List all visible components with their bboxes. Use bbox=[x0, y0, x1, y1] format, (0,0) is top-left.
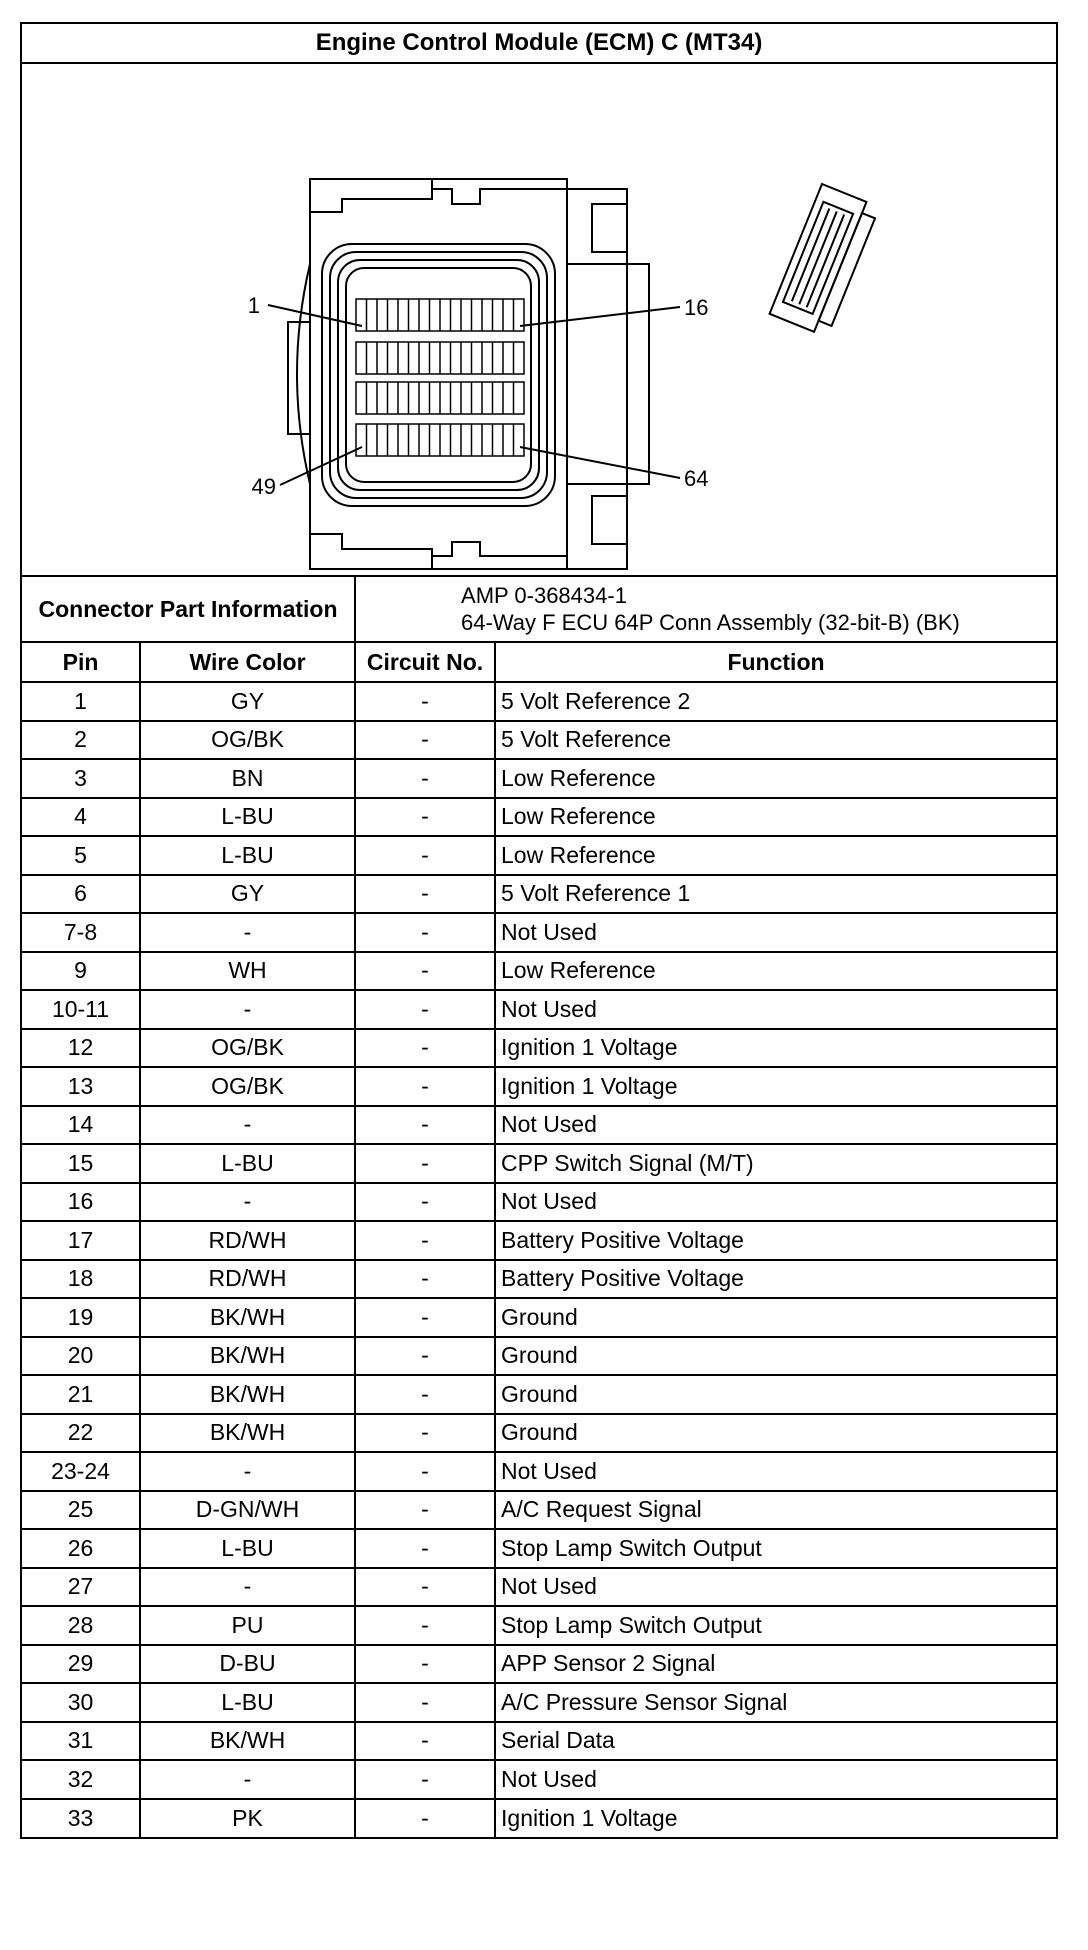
callout-label-64: 64 bbox=[684, 466, 709, 491]
circuit-cell: - bbox=[355, 1529, 495, 1568]
function-cell: Low Reference bbox=[495, 798, 1056, 837]
wire-color-cell: - bbox=[140, 990, 355, 1029]
wire-color-cell: L-BU bbox=[140, 798, 355, 837]
circuit-cell: - bbox=[355, 682, 495, 721]
circuit-cell: - bbox=[355, 1260, 495, 1299]
table-row bbox=[22, 1491, 1056, 1530]
circuit-cell: - bbox=[355, 1799, 495, 1838]
function-cell: Not Used bbox=[495, 1568, 1056, 1607]
callout-line-16 bbox=[520, 307, 680, 326]
pin-cell: 4 bbox=[22, 798, 140, 837]
table-row bbox=[22, 1722, 1056, 1761]
wire-color-cell: - bbox=[140, 1568, 355, 1607]
table-row bbox=[22, 952, 1056, 991]
function-cell: APP Sensor 2 Signal bbox=[495, 1645, 1056, 1684]
wire-color-cell: L-BU bbox=[140, 1529, 355, 1568]
callout-line-64 bbox=[520, 447, 680, 478]
table-row bbox=[22, 1029, 1056, 1068]
circuit-cell: - bbox=[355, 1067, 495, 1106]
table-row bbox=[22, 1375, 1056, 1414]
table-row bbox=[22, 990, 1056, 1029]
pin-cell: 33 bbox=[22, 1799, 140, 1838]
table-row bbox=[22, 1683, 1056, 1722]
wire-color-cell: - bbox=[140, 1106, 355, 1145]
table-row bbox=[22, 1221, 1056, 1260]
circuit-cell: - bbox=[355, 1568, 495, 1607]
pin-cell: 13 bbox=[22, 1067, 140, 1106]
function-cell: Not Used bbox=[495, 990, 1056, 1029]
connector-end-view-sheet bbox=[20, 22, 1058, 1839]
wire-color-cell: OG/BK bbox=[140, 721, 355, 760]
part-info-row bbox=[22, 577, 1056, 642]
part-info-label: Connector Part Information bbox=[22, 577, 355, 642]
wire-color-cell: RD/WH bbox=[140, 1221, 355, 1260]
circuit-cell: - bbox=[355, 1760, 495, 1799]
function-cell: Low Reference bbox=[495, 952, 1056, 991]
circuit-cell: - bbox=[355, 1606, 495, 1645]
circuit-cell: - bbox=[355, 1375, 495, 1414]
wire-color-cell: BK/WH bbox=[140, 1375, 355, 1414]
wire-color-cell: L-BU bbox=[140, 836, 355, 875]
table-row bbox=[22, 1183, 1056, 1222]
pin-cell: 30 bbox=[22, 1683, 140, 1722]
table-row bbox=[22, 1529, 1056, 1568]
circuit-cell: - bbox=[355, 1337, 495, 1376]
function-cell: Battery Positive Voltage bbox=[495, 1260, 1056, 1299]
function-cell: Not Used bbox=[495, 1183, 1056, 1222]
pin-cell: 28 bbox=[22, 1606, 140, 1645]
wire-color-cell: L-BU bbox=[140, 1683, 355, 1722]
pin-cell: 26 bbox=[22, 1529, 140, 1568]
table-row bbox=[22, 1414, 1056, 1453]
wire-color-cell: BK/WH bbox=[140, 1414, 355, 1453]
table-row bbox=[22, 1606, 1056, 1645]
table-row bbox=[22, 682, 1056, 721]
circuit-cell: - bbox=[355, 1414, 495, 1453]
table-row bbox=[22, 798, 1056, 837]
function-cell: CPP Switch Signal (M/T) bbox=[495, 1144, 1056, 1183]
function-cell: 5 Volt Reference bbox=[495, 721, 1056, 760]
header-wire-color: Wire Color bbox=[140, 642, 355, 682]
header-pin: Pin bbox=[22, 642, 140, 682]
function-cell: A/C Pressure Sensor Signal bbox=[495, 1683, 1056, 1722]
circuit-cell: - bbox=[355, 913, 495, 952]
circuit-cell: - bbox=[355, 1722, 495, 1761]
connector-figure bbox=[22, 64, 1056, 577]
connector-thumbnail bbox=[770, 184, 880, 337]
circuit-cell: - bbox=[355, 875, 495, 914]
function-cell: Not Used bbox=[495, 1452, 1056, 1491]
wire-color-cell: PK bbox=[140, 1799, 355, 1838]
function-cell: Ground bbox=[495, 1298, 1056, 1337]
page-title: Engine Control Module (ECM) C (MT34) bbox=[22, 24, 1056, 64]
circuit-cell: - bbox=[355, 1221, 495, 1260]
table-row bbox=[22, 1760, 1056, 1799]
pin-cell: 9 bbox=[22, 952, 140, 991]
callout-line-1 bbox=[268, 305, 362, 326]
wire-color-cell: - bbox=[140, 1760, 355, 1799]
table-row bbox=[22, 875, 1056, 914]
wire-color-cell: - bbox=[140, 1452, 355, 1491]
function-cell: Ground bbox=[495, 1337, 1056, 1376]
circuit-cell: - bbox=[355, 759, 495, 798]
table-row bbox=[22, 1645, 1056, 1684]
callout-label-1: 1 bbox=[247, 293, 260, 318]
connector-diagram bbox=[22, 64, 1055, 577]
pin-cell: 14 bbox=[22, 1106, 140, 1145]
part-info-value bbox=[355, 577, 1056, 642]
housing-top-notch bbox=[310, 179, 432, 212]
callout-label-16: 16 bbox=[684, 295, 709, 320]
table-row bbox=[22, 1452, 1056, 1491]
circuit-cell: - bbox=[355, 798, 495, 837]
pin-cell: 32 bbox=[22, 1760, 140, 1799]
table-row bbox=[22, 1106, 1056, 1145]
callout-label-49: 49 bbox=[251, 474, 276, 499]
connector-latch bbox=[567, 189, 627, 569]
pin-cell: 5 bbox=[22, 836, 140, 875]
pin-cell: 6 bbox=[22, 875, 140, 914]
housing-bottom-notch bbox=[310, 534, 432, 569]
table-header-row bbox=[22, 642, 1056, 682]
part-description: 64-Way F ECU 64P Conn Assembly (32-bit-B) (BK) bbox=[461, 610, 960, 635]
wire-color-cell: RD/WH bbox=[140, 1260, 355, 1299]
pin-cell: 1 bbox=[22, 682, 140, 721]
function-cell: 5 Volt Reference 1 bbox=[495, 875, 1056, 914]
circuit-cell: - bbox=[355, 721, 495, 760]
pin-cell: 15 bbox=[22, 1144, 140, 1183]
pin-cell: 23-24 bbox=[22, 1452, 140, 1491]
pin-cell: 7-8 bbox=[22, 913, 140, 952]
circuit-cell: - bbox=[355, 1683, 495, 1722]
function-cell: Ignition 1 Voltage bbox=[495, 1799, 1056, 1838]
function-cell: Not Used bbox=[495, 913, 1056, 952]
wire-color-cell: GY bbox=[140, 682, 355, 721]
pin-cell: 16 bbox=[22, 1183, 140, 1222]
part-number: AMP 0-368434-1 bbox=[461, 583, 627, 608]
pinout-table bbox=[22, 577, 1056, 1837]
function-cell: Serial Data bbox=[495, 1722, 1056, 1761]
circuit-cell: - bbox=[355, 1144, 495, 1183]
wire-color-cell: BK/WH bbox=[140, 1298, 355, 1337]
pin-cell: 20 bbox=[22, 1337, 140, 1376]
function-cell: Battery Positive Voltage bbox=[495, 1221, 1056, 1260]
table-row bbox=[22, 1144, 1056, 1183]
table-row bbox=[22, 721, 1056, 760]
circuit-cell: - bbox=[355, 990, 495, 1029]
table-row bbox=[22, 759, 1056, 798]
seal-outer bbox=[322, 244, 555, 506]
circuit-cell: - bbox=[355, 1491, 495, 1530]
pin-cell: 3 bbox=[22, 759, 140, 798]
wire-color-cell: BN bbox=[140, 759, 355, 798]
table-row bbox=[22, 1260, 1056, 1299]
function-cell: Low Reference bbox=[495, 759, 1056, 798]
pin-cell: 19 bbox=[22, 1298, 140, 1337]
circuit-cell: - bbox=[355, 836, 495, 875]
header-circuit: Circuit No. bbox=[355, 642, 495, 682]
wire-color-cell: OG/BK bbox=[140, 1029, 355, 1068]
wire-color-cell: D-BU bbox=[140, 1645, 355, 1684]
pin-cell: 25 bbox=[22, 1491, 140, 1530]
pin-cell: 10-11 bbox=[22, 990, 140, 1029]
circuit-cell: - bbox=[355, 952, 495, 991]
wire-color-cell: BK/WH bbox=[140, 1337, 355, 1376]
pin-cell: 12 bbox=[22, 1029, 140, 1068]
circuit-cell: - bbox=[355, 1029, 495, 1068]
function-cell: Low Reference bbox=[495, 836, 1056, 875]
function-cell: Ground bbox=[495, 1414, 1056, 1453]
pin-cell: 17 bbox=[22, 1221, 140, 1260]
function-cell: A/C Request Signal bbox=[495, 1491, 1056, 1530]
function-cell: Stop Lamp Switch Output bbox=[495, 1529, 1056, 1568]
pin-cell: 27 bbox=[22, 1568, 140, 1607]
function-cell: Ignition 1 Voltage bbox=[495, 1067, 1056, 1106]
wire-color-cell: L-BU bbox=[140, 1144, 355, 1183]
function-cell: Ignition 1 Voltage bbox=[495, 1029, 1056, 1068]
wire-color-cell: BK/WH bbox=[140, 1722, 355, 1761]
circuit-cell: - bbox=[355, 1106, 495, 1145]
table-row bbox=[22, 913, 1056, 952]
table-row bbox=[22, 1337, 1056, 1376]
pin-cell: 22 bbox=[22, 1414, 140, 1453]
table-row bbox=[22, 1067, 1056, 1106]
pin-cell: 29 bbox=[22, 1645, 140, 1684]
function-cell: 5 Volt Reference 2 bbox=[495, 682, 1056, 721]
pin-cell: 2 bbox=[22, 721, 140, 760]
wire-color-cell: D-GN/WH bbox=[140, 1491, 355, 1530]
function-cell: Not Used bbox=[495, 1106, 1056, 1145]
table-row bbox=[22, 1298, 1056, 1337]
function-cell: Not Used bbox=[495, 1760, 1056, 1799]
wire-color-cell: - bbox=[140, 1183, 355, 1222]
circuit-cell: - bbox=[355, 1452, 495, 1491]
pin-cell: 21 bbox=[22, 1375, 140, 1414]
wire-color-cell: OG/BK bbox=[140, 1067, 355, 1106]
circuit-cell: - bbox=[355, 1645, 495, 1684]
table-row bbox=[22, 836, 1056, 875]
table-row bbox=[22, 1568, 1056, 1607]
wire-color-cell: GY bbox=[140, 875, 355, 914]
circuit-cell: - bbox=[355, 1298, 495, 1337]
wire-color-cell: PU bbox=[140, 1606, 355, 1645]
pin-cell: 18 bbox=[22, 1260, 140, 1299]
function-cell: Stop Lamp Switch Output bbox=[495, 1606, 1056, 1645]
circuit-cell: - bbox=[355, 1183, 495, 1222]
wire-color-cell: WH bbox=[140, 952, 355, 991]
pin-cell: 31 bbox=[22, 1722, 140, 1761]
header-function: Function bbox=[495, 642, 1056, 682]
wire-color-cell: - bbox=[140, 913, 355, 952]
table-row bbox=[22, 1799, 1056, 1838]
function-cell: Ground bbox=[495, 1375, 1056, 1414]
